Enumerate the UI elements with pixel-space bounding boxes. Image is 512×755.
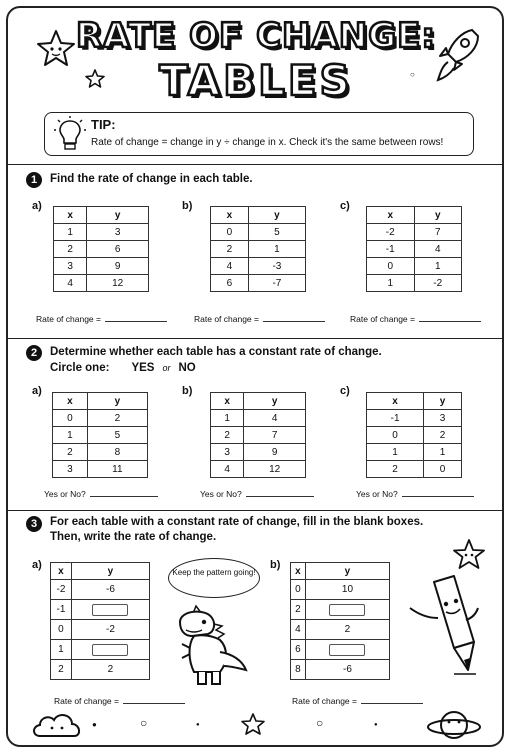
- table-cell: 2: [291, 600, 306, 620]
- circle-icon: ○: [140, 716, 148, 730]
- cloud-icon: [30, 710, 84, 740]
- data-table: [366, 392, 462, 478]
- part-label: c): [340, 200, 350, 212]
- table-header: y: [87, 207, 149, 224]
- answer-label: Rate of change =: [54, 696, 119, 706]
- table-cell: 1: [424, 444, 462, 461]
- tip-text: Rate of change = change in y ÷ change in x. Check it's the same between rows!: [91, 137, 444, 148]
- table-cell-blank[interactable]: [305, 640, 389, 660]
- part-label: a): [32, 385, 42, 397]
- table-cell: 1: [414, 258, 462, 275]
- section-divider: [8, 338, 504, 339]
- answer-line[interactable]: [292, 696, 423, 706]
- table-cell: 2: [424, 427, 462, 444]
- question-2-prompt: Determine whether each table has a constant rate of change.: [50, 346, 382, 358]
- table-cell: 9: [87, 258, 149, 275]
- question-3-prompt-line-2: Then, write the rate of change.: [50, 531, 217, 543]
- question-number-1: 1: [26, 172, 42, 188]
- data-table: [210, 392, 306, 478]
- star-icon: [84, 68, 106, 90]
- table-header: y: [71, 563, 149, 580]
- table-cell: -1: [367, 410, 424, 427]
- part-label: a): [32, 200, 42, 212]
- answer-label: Yes or No?: [356, 489, 398, 499]
- answer-label: Rate of change =: [292, 696, 357, 706]
- data-table: [210, 206, 306, 292]
- tip-title: TIP:: [91, 117, 116, 132]
- or-text: or: [162, 363, 171, 373]
- table-cell: -2: [367, 224, 415, 241]
- question-1-prompt: Find the rate of change in each table.: [50, 173, 253, 185]
- table-cell-blank[interactable]: [71, 600, 149, 620]
- table-header: x: [53, 393, 88, 410]
- table-header: y: [244, 393, 306, 410]
- table-header: x: [367, 393, 424, 410]
- table-cell: 0: [51, 620, 72, 640]
- question-number-3: 3: [26, 516, 42, 532]
- table-cell: 6: [291, 640, 306, 660]
- table-cell: 6: [87, 241, 149, 258]
- table-header: x: [54, 207, 87, 224]
- table-cell: 1: [54, 224, 87, 241]
- table-cell: 1: [367, 444, 424, 461]
- circle-one-line: [50, 362, 196, 374]
- table-header: x: [51, 563, 72, 580]
- table-cell: 2: [51, 660, 72, 680]
- answer-line[interactable]: [44, 489, 158, 499]
- part-label: b): [182, 200, 193, 212]
- dot-icon: ●: [374, 722, 378, 728]
- table-cell: 8: [87, 444, 147, 461]
- table-cell: 3: [54, 258, 87, 275]
- table-cell: 4: [291, 620, 306, 640]
- table-cell: 2: [87, 410, 147, 427]
- table-cell: 2: [54, 241, 87, 258]
- table-cell: 1: [367, 275, 415, 292]
- table-cell: 1: [53, 427, 88, 444]
- table-cell: 2: [211, 241, 249, 258]
- part-label: b): [270, 559, 281, 571]
- table-header: x: [211, 207, 249, 224]
- table-cell: 2: [305, 620, 389, 640]
- lightbulb-icon: [53, 115, 87, 153]
- answer-blank[interactable]: [105, 321, 167, 322]
- answer-blank[interactable]: [402, 496, 474, 497]
- rocket-icon: [432, 26, 482, 86]
- title-line-2: TABLES: [159, 56, 353, 105]
- table-cell: -6: [71, 580, 149, 600]
- answer-blank[interactable]: [263, 321, 325, 322]
- table-cell: -6: [305, 660, 389, 680]
- part-label: a): [32, 559, 42, 571]
- dot-icon: ●: [92, 720, 97, 729]
- table-cell: -2: [71, 620, 149, 640]
- answer-line[interactable]: [350, 314, 481, 324]
- data-table: [290, 562, 390, 680]
- star-icon: [452, 538, 486, 570]
- part-label: b): [182, 385, 193, 397]
- blank-box[interactable]: [92, 604, 128, 616]
- table-cell: 2: [367, 461, 424, 478]
- question-3-prompt-line-1: For each table with a constant rate of change, fill in the blank boxes.: [50, 516, 424, 528]
- answer-blank[interactable]: [123, 703, 185, 704]
- table-cell: 9: [244, 444, 306, 461]
- yes-option[interactable]: YES: [131, 362, 155, 374]
- planet-icon: [426, 706, 482, 744]
- table-cell: 3: [53, 461, 88, 478]
- answer-label: Rate of change =: [350, 314, 415, 324]
- answer-blank[interactable]: [419, 321, 481, 322]
- table-cell: 0: [211, 224, 249, 241]
- table-header: y: [424, 393, 462, 410]
- dinosaur-icon: [170, 600, 250, 692]
- table-cell: 12: [244, 461, 306, 478]
- table-cell: 3: [211, 444, 244, 461]
- table-cell: 5: [248, 224, 305, 241]
- table-header: x: [211, 393, 244, 410]
- table-cell: 10: [305, 580, 389, 600]
- table-cell: 1: [211, 410, 244, 427]
- table-cell: 1: [51, 640, 72, 660]
- table-cell: -3: [248, 258, 305, 275]
- part-label: c): [340, 385, 350, 397]
- table-header: y: [248, 207, 305, 224]
- pencil-icon: [404, 574, 482, 682]
- circle-icon: ○: [316, 716, 324, 730]
- table-cell-blank[interactable]: [305, 600, 389, 620]
- table-cell: 3: [424, 410, 462, 427]
- table-cell: 2: [211, 427, 244, 444]
- table-cell: 5: [87, 427, 147, 444]
- answer-line[interactable]: [194, 314, 325, 324]
- table-cell: 0: [424, 461, 462, 478]
- answer-label: Yes or No?: [44, 489, 86, 499]
- table-cell: 4: [414, 241, 462, 258]
- blank-box[interactable]: [329, 644, 365, 656]
- answer-line[interactable]: [54, 696, 185, 706]
- data-table: [50, 562, 150, 680]
- answer-label: Yes or No?: [200, 489, 242, 499]
- table-header: x: [367, 207, 415, 224]
- table-header: y: [414, 207, 462, 224]
- table-cell: 6: [211, 275, 249, 292]
- circle-label: Circle one:: [50, 362, 110, 374]
- tip-box: [44, 112, 474, 156]
- table-cell: 0: [53, 410, 88, 427]
- table-cell: 8: [291, 660, 306, 680]
- answer-line[interactable]: [356, 489, 474, 499]
- table-cell: 7: [244, 427, 306, 444]
- table-cell: 0: [367, 258, 415, 275]
- answer-label: Rate of change =: [194, 314, 259, 324]
- table-cell: -2: [414, 275, 462, 292]
- table-header: y: [305, 563, 389, 580]
- table-cell: 2: [71, 660, 149, 680]
- table-cell: 2: [53, 444, 88, 461]
- table-cell: -7: [248, 275, 305, 292]
- section-divider: [8, 164, 504, 165]
- data-table: [52, 392, 148, 478]
- table-cell: -1: [51, 600, 72, 620]
- answer-line[interactable]: [200, 489, 314, 499]
- answer-blank[interactable]: [246, 496, 314, 497]
- table-cell: 4: [211, 258, 249, 275]
- answer-label: Rate of change =: [36, 314, 101, 324]
- question-number-2: 2: [26, 345, 42, 361]
- table-cell: -2: [51, 580, 72, 600]
- answer-blank[interactable]: [361, 703, 423, 704]
- blank-box[interactable]: [329, 604, 365, 616]
- sparkle-icon: ○: [410, 70, 415, 79]
- answer-line[interactable]: [36, 314, 167, 324]
- star-icon: [240, 712, 266, 736]
- table-header: y: [87, 393, 147, 410]
- table-cell: 4: [244, 410, 306, 427]
- title-line-1: RATE OF CHANGE:: [76, 16, 436, 56]
- no-option[interactable]: NO: [178, 362, 196, 374]
- table-cell: 0: [367, 427, 424, 444]
- table-cell-blank[interactable]: [71, 640, 149, 660]
- table-cell: 11: [87, 461, 147, 478]
- table-cell: 3: [87, 224, 149, 241]
- table-header: x: [291, 563, 306, 580]
- data-table: [366, 206, 462, 292]
- dot-icon: ●: [196, 722, 200, 728]
- section-divider: [8, 510, 504, 511]
- table-cell: 1: [248, 241, 305, 258]
- speech-bubble: Keep the pattern going!: [168, 558, 260, 598]
- blank-box[interactable]: [92, 644, 128, 656]
- table-cell: 4: [211, 461, 244, 478]
- table-cell: -1: [367, 241, 415, 258]
- table-cell: 4: [54, 275, 87, 292]
- star-icon: [34, 28, 78, 68]
- table-cell: 7: [414, 224, 462, 241]
- data-table: [53, 206, 149, 292]
- answer-blank[interactable]: [90, 496, 158, 497]
- table-cell: 12: [87, 275, 149, 292]
- table-cell: 0: [291, 580, 306, 600]
